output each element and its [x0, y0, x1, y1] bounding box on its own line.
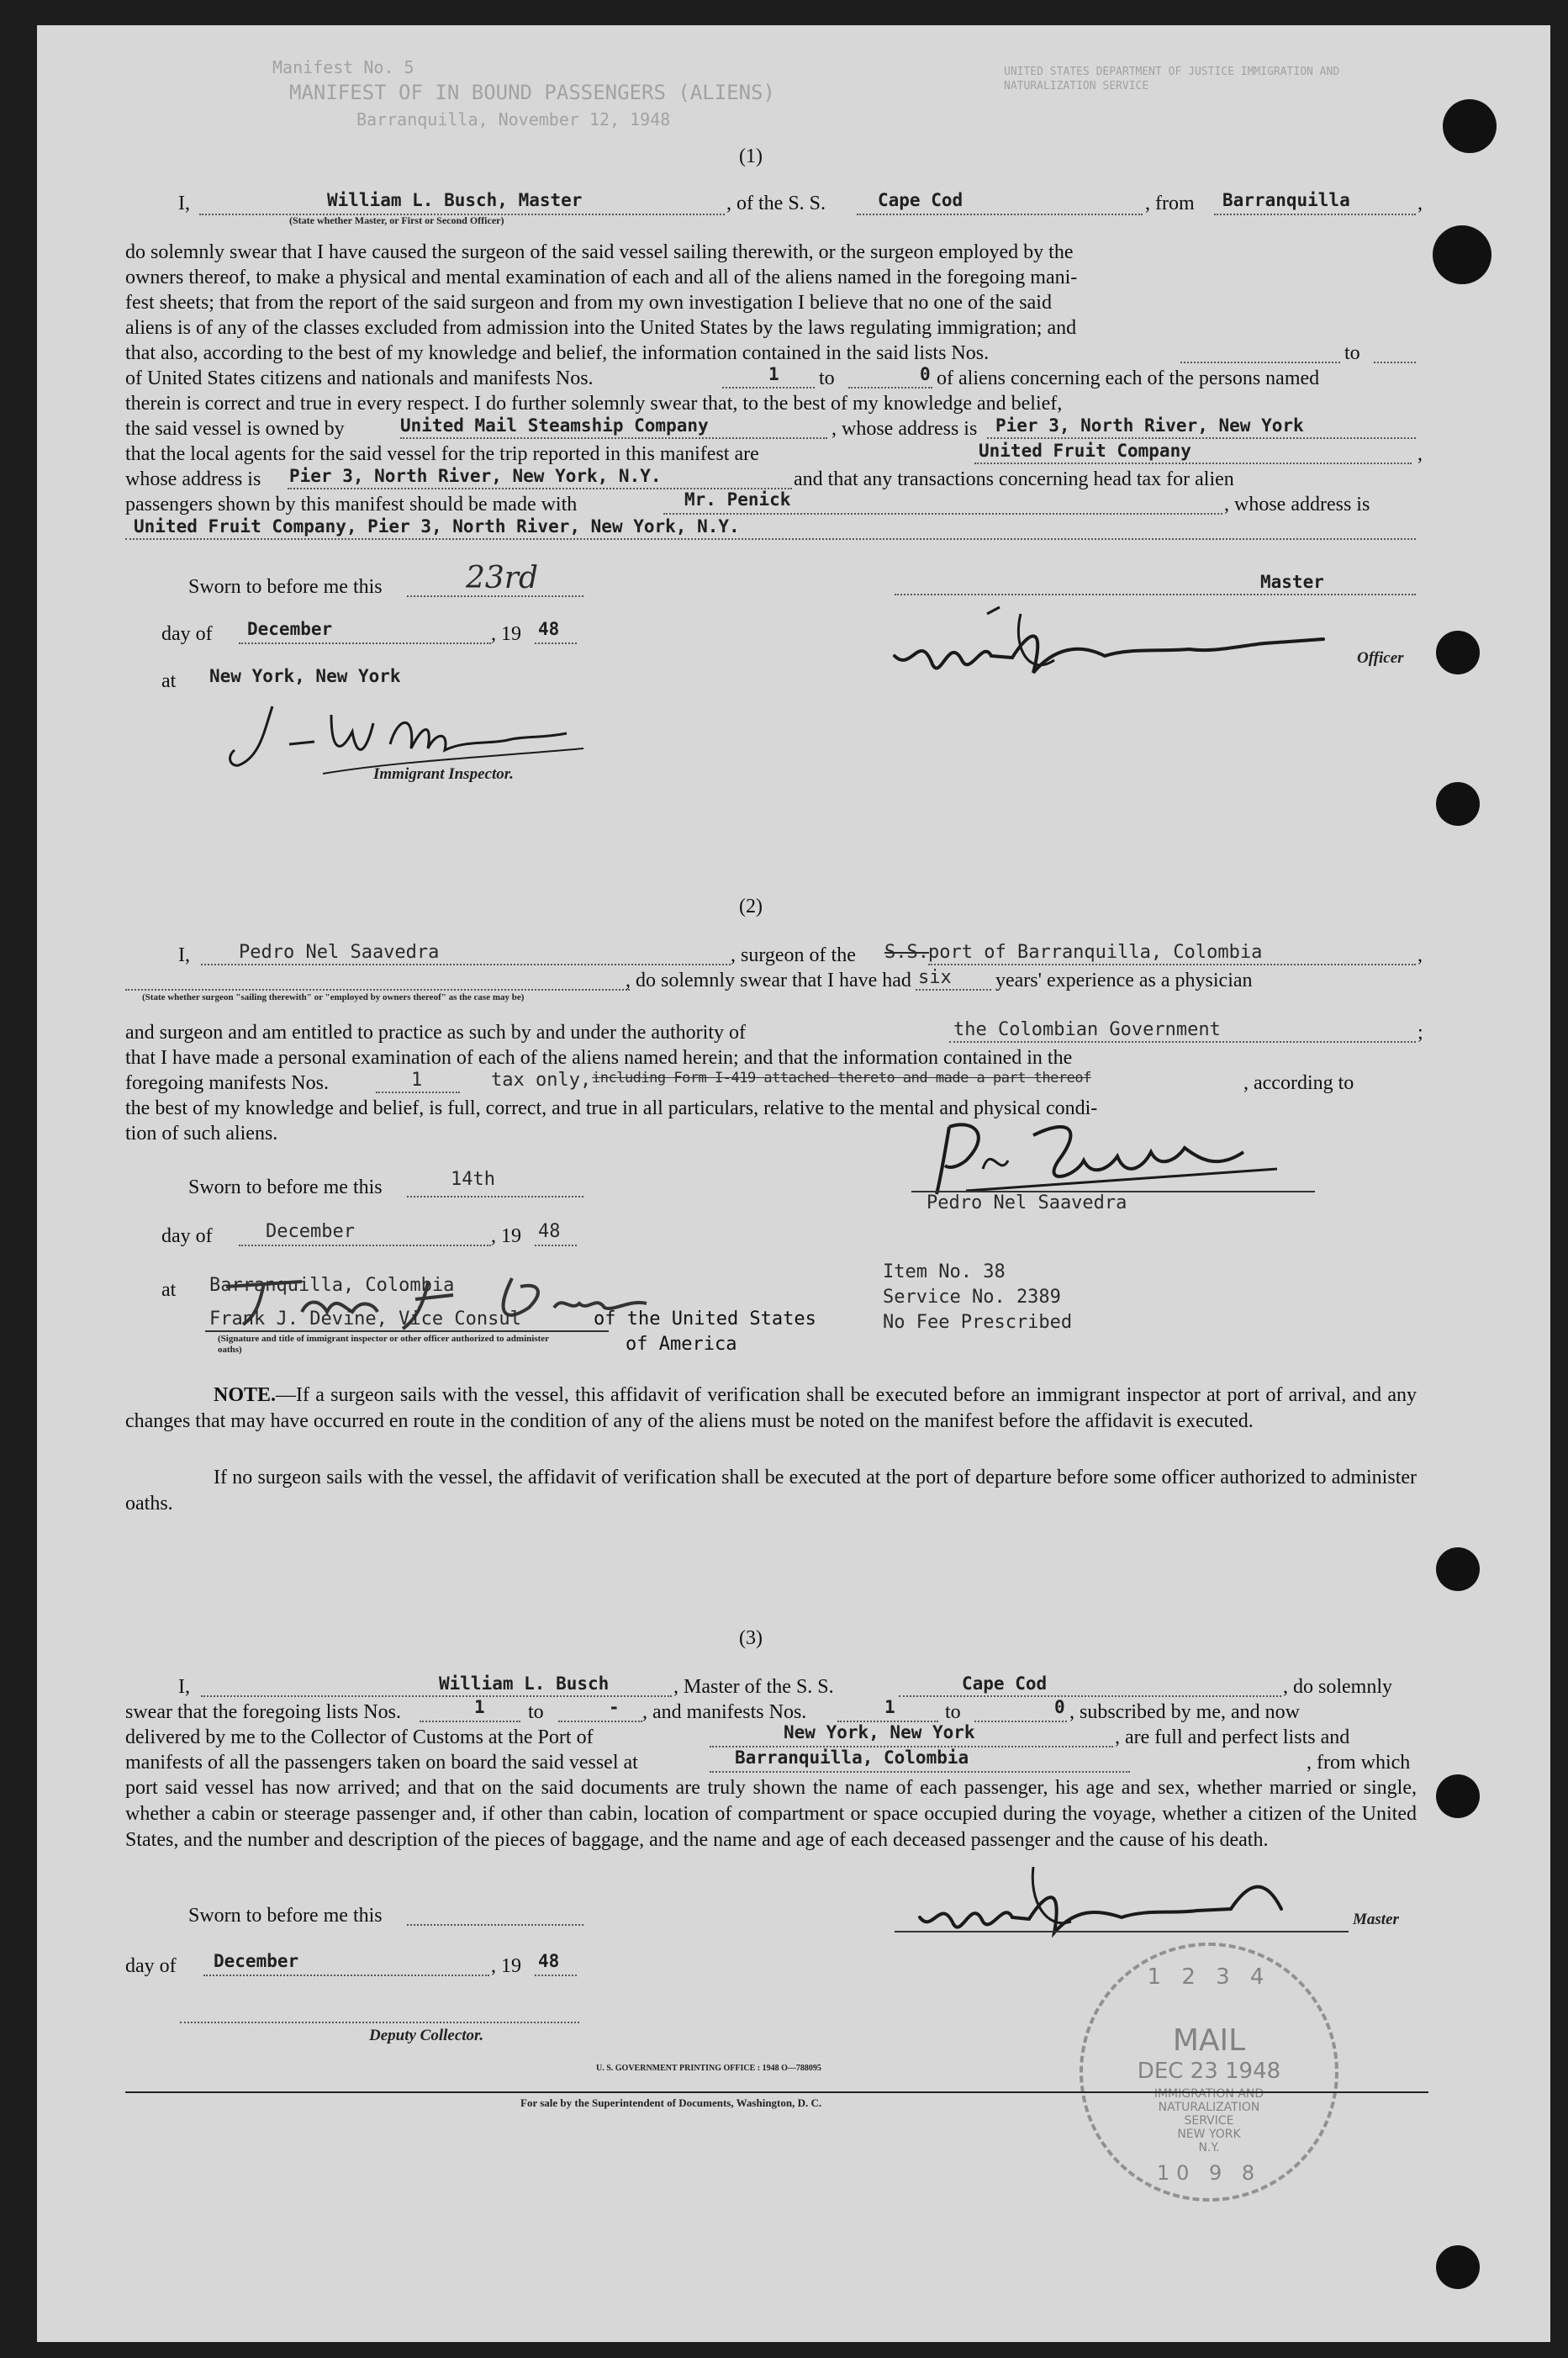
sec3-lists-from: 1	[474, 1697, 485, 1717]
stamp-line5: N.Y.	[1198, 2141, 1220, 2154]
stamp-mail: MAIL	[1172, 2023, 1246, 2058]
sec1-passengers-pre: passengers shown by this manifest should be made with	[125, 494, 578, 515]
mail-stamp	[1080, 1943, 1338, 2202]
stamp-top-digits: 1 2 3 4	[1147, 1964, 1271, 1990]
sec2-body3: the best of my knowledge and belief, is full, correct, and true in all particulars, relative to the mental and physical condi-	[125, 1097, 1098, 1119]
stamp-line2: NATURALIZATION	[1158, 2101, 1260, 2114]
punch-hole	[1436, 782, 1480, 826]
sec1-master-title: Master	[1260, 572, 1324, 592]
sec3-to2: to	[945, 1701, 961, 1723]
punch-hole	[1436, 2245, 1480, 2289]
sec1-whose-address2: whose address is	[125, 468, 261, 490]
sec1-whose-address3: , whose address is	[1224, 494, 1370, 515]
sec1-manifest-from: 1	[768, 364, 779, 384]
sec1-master-name: William L. Busch, Master	[327, 190, 583, 210]
sec2-struck-text: including Form I-419 attached thereto and made a part thereof	[592, 1070, 1091, 1086]
sec2-at: at	[161, 1279, 177, 1301]
sec1-agents-comma: ,	[1418, 443, 1423, 465]
sec2-note-text: —If a surgeon sails with the vessel, this affidavit of verification shall be executed before an immigrant inspector at port of arrival, and any changes that may have occurred en route in the condition of any of the aliens must be noted on the manifest before the affidavit is executed.	[125, 1384, 1417, 1432]
sec1-month: December	[247, 619, 333, 639]
sec2-note-label: NOTE.	[214, 1384, 277, 1406]
section-2-number: (2)	[739, 896, 763, 917]
sec2-consul: Frank J. Devine, Vice Consul	[209, 1309, 521, 1330]
sec2-years-text: years' experience as a physician	[995, 970, 1253, 991]
sec2-service: Service No. 2389	[883, 1287, 1061, 1308]
sec3-i: I,	[178, 1676, 190, 1698]
sec3-day-of: day of	[125, 1955, 177, 1977]
sec1-body-line5: that also, according to the best of my knowledge and belief, the information contained in the said lists Nos.	[125, 342, 990, 364]
sec1-owner: United Mail Steamship Company	[400, 415, 709, 436]
stamp-line3: SERVICE	[1184, 2114, 1234, 2128]
sec2-body2: that I have made a personal examination of each of the aliens named herein; and that the information contained in the	[125, 1047, 1073, 1069]
sec1-contact-address: United Fruit Company, Pier 3, North River, New York, N.Y.	[134, 516, 740, 537]
stamp-bottom-digits: 10 9 8	[1156, 2161, 1262, 2185]
sec1-inspector-label: Immigrant Inspector.	[373, 765, 514, 783]
sec3-delivered-pre: delivered by me to the Collector of Customs at the Port of	[125, 1726, 594, 1748]
sec1-place: New York, New York	[209, 666, 401, 686]
sec3-port-departure: Barranquilla, Colombia	[735, 1747, 969, 1768]
sec1-officer: Officer	[1357, 649, 1404, 667]
sec2-fee: No Fee Prescribed	[883, 1312, 1073, 1333]
sec2-tax-only: tax only,	[491, 1070, 592, 1091]
sec2-surgeon-of: , surgeon of the	[731, 944, 856, 966]
sec1-vessel: Cape Cod	[878, 190, 964, 210]
punch-hole	[1436, 1774, 1480, 1818]
sec2-years: six	[918, 967, 952, 988]
sec2-of-america: of America	[626, 1334, 737, 1355]
sec2-place: Barranquilla, Colombia	[209, 1275, 455, 1296]
sec3-year-prefix: , 19	[491, 1955, 521, 1977]
sec1-i: I,	[178, 193, 190, 214]
stamp-line1: IMMIGRATION AND	[1154, 2087, 1264, 2101]
sec1-port: Barranquilla	[1222, 190, 1350, 210]
sec3-swear-pre: swear that the foregoing lists Nos.	[125, 1701, 401, 1723]
sec1-whose-address: , whose address is	[832, 418, 978, 440]
sec2-foregoing-pre: foregoing manifests Nos.	[125, 1072, 329, 1094]
sec3-sworn: Sworn to before me this	[188, 1905, 383, 1927]
sec1-manifest-to-word: to	[819, 367, 835, 389]
sec3-lists-to: -	[609, 1697, 620, 1717]
sec2-year-prefix: , 19	[491, 1225, 521, 1247]
sec2-i: I,	[178, 944, 190, 966]
sec3-master-of: , Master of the S. S.	[673, 1676, 834, 1698]
sec3-body: port said vessel has now arrived; and that on the said documents are truly shown the name of each passenger, his age and sex, whether married or single, whether a cabin or steerage passenger and, if other than cabin, location of compartment or space occupied during the voyage, whether a citizen of the United States, and the number and description of the pieces of baggage, and the name and age of each deceased passenger and the cause of his death.	[125, 1777, 1417, 1851]
stamp-date: DEC 23 1948	[1137, 2059, 1281, 2084]
sec2-port: port of Barranquilla, Colombia	[928, 942, 1263, 963]
section-1-number: (1)	[739, 145, 763, 167]
footer-rule	[125, 2091, 1428, 2093]
sec2-of-the-us: of the United States	[594, 1309, 816, 1330]
sec2-day-of: day of	[161, 1225, 213, 1247]
sec2-year: 48	[538, 1221, 561, 1242]
sec1-day-of: day of	[161, 623, 213, 645]
punch-hole	[1436, 1547, 1480, 1591]
sec2-sworn: Sworn to before me this	[188, 1176, 383, 1198]
sec1-to: to	[1344, 342, 1360, 364]
sec2-authority-pre: and surgeon and am entitled to practice as such by and under the authority of	[125, 1022, 746, 1044]
sec3-from-which: , from which	[1307, 1752, 1411, 1774]
sec1-body-line3: fest sheets; that from the report of the said surgeon and from my own investigation I believe that no one of the said	[125, 292, 1052, 314]
sec1-body-line2: owners thereof, to make a physical and mental examination of each and all of the aliens named in the foregoing mani-	[125, 267, 1078, 288]
sec2-ss-struck: S.S.	[884, 942, 929, 963]
sec2-item: Item No. 38	[883, 1261, 1006, 1282]
sec1-at: at	[161, 670, 177, 692]
sec2-signer-typed: Pedro Nel Saavedra	[927, 1192, 1127, 1213]
sec3-vessel: Cape Cod	[962, 1673, 1048, 1694]
manifest-page	[37, 25, 1550, 2342]
sec2-semicolon: ;	[1418, 1022, 1423, 1044]
sec1-body-line7: therein is correct and true in every respect. I do further solemnly swear that, to the best of my knowledge and belief,	[125, 393, 1063, 415]
punch-hole	[1433, 225, 1491, 284]
sec1-agents: United Fruit Company	[979, 441, 1191, 461]
sec1-sworn: Sworn to before me this	[188, 576, 383, 598]
punch-hole	[1436, 631, 1480, 674]
sec2-swear: , do solemnly swear that I have had	[626, 970, 911, 991]
master-signature-3	[911, 1850, 1349, 1943]
faint-header-line1: Manifest No. 5	[272, 57, 414, 77]
sec3-subscribed: , subscribed by me, and now	[1069, 1701, 1300, 1723]
stamp-line4: NEW YORK	[1177, 2128, 1241, 2141]
sec1-of-ss: , of the S. S.	[726, 193, 826, 214]
sec1-aliens-text: of aliens concerning each of the persons named	[937, 367, 1320, 389]
sec3-gpo: U. S. GOVERNMENT PRINTING OFFICE : 1948 O—788095	[596, 2064, 821, 2073]
sec2-comma: ,	[1418, 944, 1423, 966]
sec1-year-prefix: , 19	[491, 623, 521, 645]
sec1-and-that: and that any transactions concerning head tax for alien	[794, 468, 1234, 490]
sec3-to1: to	[528, 1701, 544, 1723]
sec2-note	[125, 1383, 1417, 1435]
sec3-month: December	[214, 1951, 299, 1971]
sec1-agents-pre: that the local agents for the said vessel for the trip reported in this manifest are	[125, 443, 759, 465]
sec2-state-note: (State whether surgeon "sailing therewith" or "employed by owners thereof" as the case may be)	[142, 992, 525, 1002]
footer-text: For sale by the Superintendent of Documents, Washington, D. C.	[520, 2096, 822, 2109]
sec3-master-title: Master	[1353, 1911, 1399, 1928]
sec2-according: , according to	[1243, 1072, 1354, 1094]
sec3-master: William L. Busch	[439, 1673, 610, 1694]
sec1-state-note: (State whether Master, or First or Second Officer)	[289, 214, 504, 226]
sec1-manifest-to: 0	[920, 364, 931, 384]
sec2-manifest-no: 1	[411, 1070, 423, 1091]
sec1-owned-pre: the said vessel is owned by	[125, 418, 345, 440]
sec2-surgeon: Pedro Nel Saavedra	[239, 942, 440, 963]
sec3-manifests-pre: manifests of all the passengers taken on board the said vessel at	[125, 1752, 638, 1774]
sec3-port-arrival: New York, New York	[784, 1722, 975, 1742]
sec3-manifests-to: 0	[1054, 1697, 1065, 1717]
punch-hole	[1443, 99, 1497, 153]
sec3-year: 48	[538, 1951, 560, 1971]
sec1-agent-address: Pier 3, North River, New York, N.Y.	[289, 466, 662, 486]
sec1-body-line1: do solemnly swear that I have caused the surgeon of the said vessel sailing therewith, or the surgeon employed by the	[125, 241, 1074, 263]
sec3-and-manifests: , and manifests Nos.	[642, 1701, 807, 1723]
sec1-from: , from	[1145, 193, 1195, 214]
sec2-note2: If no surgeon sails with the vessel, the affidavit of verification shall be executed at the port of departure before some officer authorized to administer oaths.	[125, 1467, 1417, 1515]
sec3-are-full: , are full and perfect lists and	[1115, 1726, 1350, 1748]
faint-header-line3: Barranquilla, November 12, 1948	[356, 109, 671, 130]
faint-header-line2: MANIFEST OF IN BOUND PASSENGERS (ALIENS)	[289, 81, 775, 104]
sec2-body4: tion of such aliens.	[125, 1123, 278, 1145]
master-signature-1	[886, 597, 1357, 690]
sec1-sworn-date: 23rd	[466, 561, 539, 595]
sec3-deputy: Deputy Collector.	[369, 2027, 484, 2044]
section-3-number: (3)	[739, 1627, 763, 1649]
sec1-body-line4: aliens is of any of the classes excluded from admission into the United States by the laws regulating immigration; and	[125, 317, 1077, 339]
sec1-year: 48	[538, 619, 560, 639]
sec1-comma: ,	[1418, 193, 1423, 214]
sec3-solemnly: , do solemnly	[1283, 1676, 1392, 1698]
sec2-month: December	[266, 1221, 355, 1242]
sec3-manifests-from: 1	[884, 1697, 895, 1717]
sec2-sworn-date: 14th	[451, 1169, 495, 1190]
sec1-contact: Mr. Penick	[684, 489, 791, 510]
sec1-owner-address: Pier 3, North River, New York	[995, 415, 1304, 436]
sec2-sig-note: (Signature and title of immigrant inspector or other officer authorized to administer oaths)	[218, 1334, 549, 1355]
sec2-authority: the Colombian Government	[953, 1019, 1221, 1040]
sec1-body-line6: of United States citizens and nationals and manifests Nos.	[125, 367, 594, 389]
faint-header-right: UNITED STATES DEPARTMENT OF JUSTICE IMMIGRATION AND NATURALIZATION SERVICE	[1004, 66, 1340, 93]
